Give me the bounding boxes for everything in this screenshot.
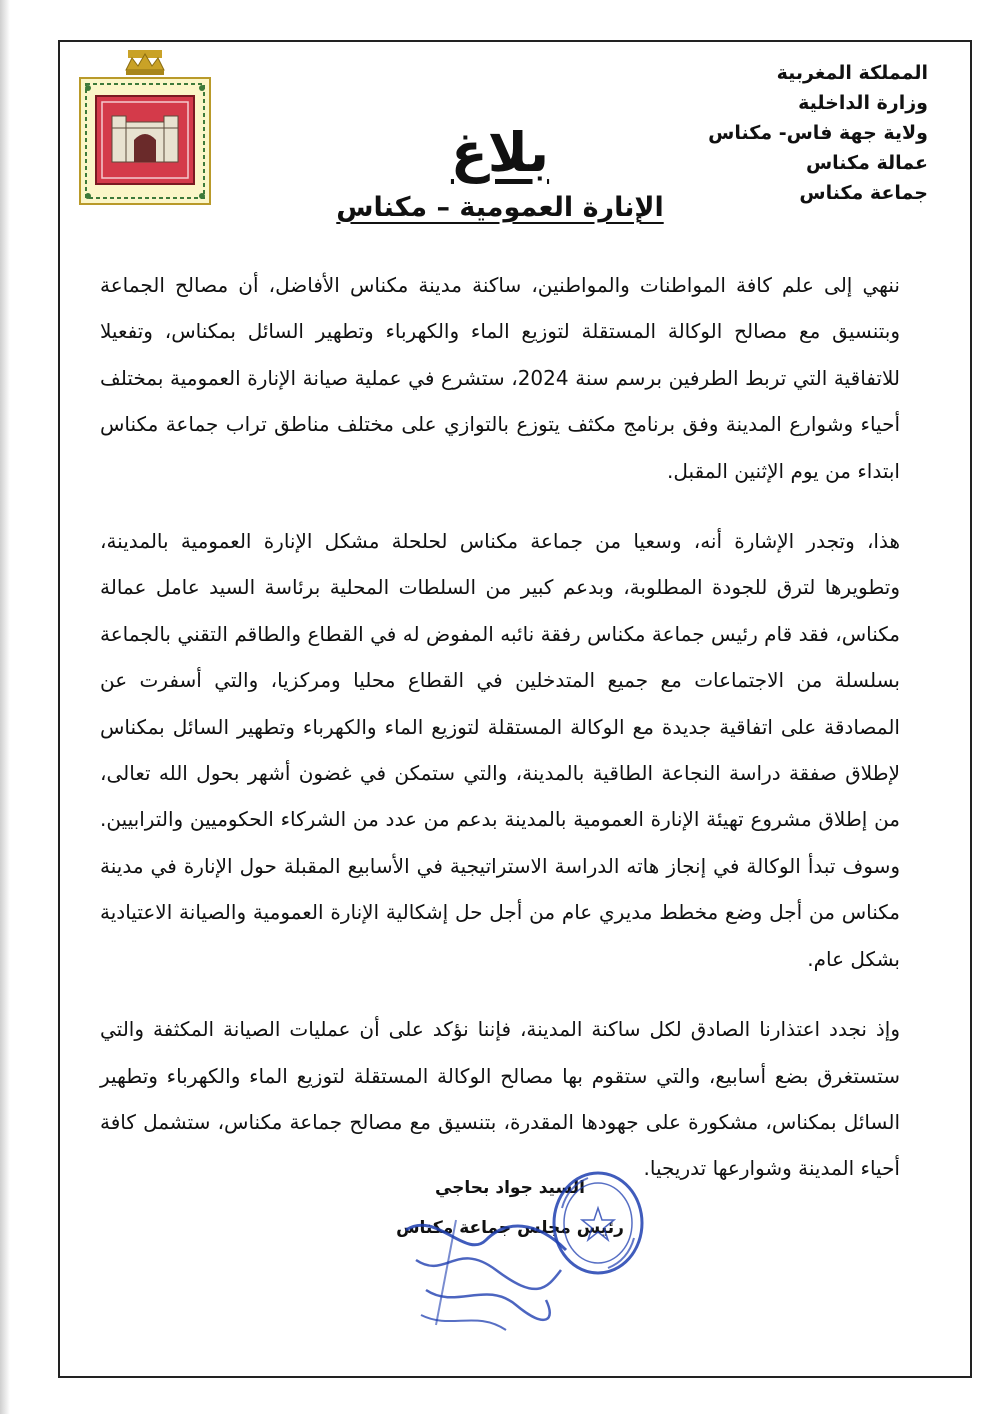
header-commune: جماعة مكناس bbox=[799, 182, 928, 204]
header-prefecture: عمالة مكناس bbox=[805, 152, 928, 174]
paragraph-3: وإذ نجدد اعتذارنا الصادق لكل ساكنة المدينة، فإننا نؤكد على أن عمليات الصيانة المكثفة والتي ستستغرق بضع أسابيع، والتي ستقوم بها مصالح الوكالة المستقلة لتوزيع الماء والكهرباء وتطهير السائل بمكناس، مشكورة على جهودها المقدرة، بتنسيق مع مصالح جماعة مكناس، ستشمل كافة أحياء المدينة وشوارعها تدريجيا. bbox=[100, 1017, 900, 1181]
paragraph-2: هذا، وتجدر الإشارة أنه، وسعيا من جماعة مكناس لحلحلة مشكل الإنارة العمومية بالمدينة، وتطويرها لترق للجودة المطلوبة، وبدعم كبير من السلطات المحلية برئاسة السيد عامل عمالة مكناس، فقد قام رئيس جماعة مكناس رفقة نائبه المفوض له في القطاع والطاقم التقني بالجماعة بسلسلة من الاجتماعات مع جميع المتدخلين في القطاع محليا ومركزيا، والتي أسفرت عن المصادقة على اتفاقية جديدة مع الوكالة المستقلة لتوزيع الماء والكهرباء وتطهير السائل بمكناس لإطلاق صفقة دراسة النجاعة الطاقية بالمدينة، والتي ستمكن في غضون أشهر بحول الله تعالى، من إطلاق مشروع تهيئة الإنارة العمومية بالمدينة بدعم من عدد من الشركاء الحكوميين والترابيين. وسوف تبدأ الوكالة في إنجاز هاته الدراسة الاستراتيجية في الأسابيع المقبلة حول الإنارة في مدينة مكناس من أجل وضع مخطط مديري عام من أجل حل إشكالية الإنارة العمومية والصيانة الاعتيادية بشكل عام. bbox=[100, 529, 900, 971]
document-body bbox=[100, 262, 900, 1216]
document-subtitle: الإنارة العمومية – مكناس bbox=[336, 192, 664, 223]
header-ministry: وزارة الداخلية bbox=[798, 92, 928, 114]
document-title: بلاغ bbox=[450, 121, 550, 184]
signatory-name: السيد جواد بحاجي bbox=[434, 1178, 586, 1198]
signatory-position: رئيس مجلس جماعة مكناس bbox=[396, 1218, 624, 1238]
handwritten-signature bbox=[396, 1200, 576, 1340]
header-kingdom: المملكة المغربية bbox=[776, 62, 928, 84]
header-region: ولاية جهة فاس- مكناس bbox=[708, 122, 928, 144]
paragraph-1: ننهي إلى علم كافة المواطنات والمواطنين، ساكنة مدينة مكناس الأفاضل، أن مصالح الجماعة وبتنسيق مع مصالح الوكالة المستقلة لتوزيع الماء والكهرباء وتطهير السائل بمكناس، وتفعيلا للاتفاقية التي تربط الطرفين برسم سنة 2024، ستشرع في عملية صيانة الإنارة العمومية بمختلف أحياء وشوارع المدينة وفق برنامج مكثف يتوزع بالتوازي على مختلف مناطق تراب جماعة مكناس ابتداء من يوم الإثنين المقبل. bbox=[100, 273, 901, 483]
crown-icon bbox=[126, 50, 164, 75]
